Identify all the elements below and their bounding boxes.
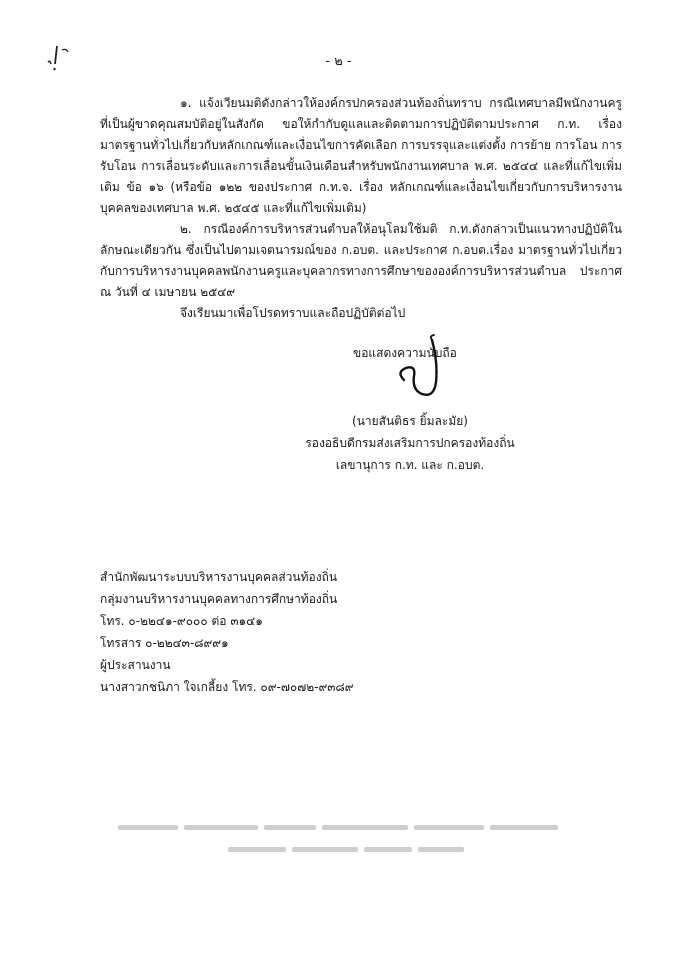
faded-watermark-line-2 xyxy=(0,843,677,857)
paragraph-2-number: ๒. xyxy=(180,222,192,236)
faded-watermark-line-1 xyxy=(0,821,677,835)
regards-line: ขอแสดงความนับถือ xyxy=(353,346,457,360)
footer-coordinator-label: ผู้ประสานงาน xyxy=(100,658,171,672)
footer-contact xyxy=(100,566,354,698)
signer-name: (นายสันติธร ยิ้มละมัย) xyxy=(352,414,468,428)
footer-group: กลุ่มงานบริหารงานบุคคลทางการศึกษาท้องถิ่น xyxy=(100,592,338,606)
closing-line: จึงเรียนมาเพื่อโปรดทราบและถือปฏิบัติต่อไป xyxy=(180,306,406,320)
page-number: - ๒ - xyxy=(325,54,352,69)
paragraph-1-number: ๑. xyxy=(180,96,192,110)
footer-phone: โทร. ๐-๒๒๔๑-๙๐๐๐ ต่อ ๓๑๔๑ xyxy=(100,614,263,628)
signer-role: เลขานุการ ก.ท. และ ก.อบต. xyxy=(335,458,485,472)
signer-title: รองอธิบดีกรมส่งเสริมการปกครองท้องถิ่น xyxy=(305,436,515,450)
paragraph-1-text: แจ้งเวียนมติดังกล่าวให้องค์กรปกครองส่วนท้องถิ่นทราบ กรณีเทศบาลมีพนักงานครูที่เป็นผู้ขาดคุณสมบัติอยู่ในสังกัด ขอให้กำกับดูแลและติดตามการปฏิบัติตามประกาศ ก.ท. เรื่อง มาตรฐานทั่วไปเกี่ยวกับหลักเกณฑ์และเงื่อนไขการคัดเลือก การบรรจุและแต่งตั้ง การย้าย การโอน การรับโอน การเลื่อนระดับและการเลื่อนขั้นเงินเดือนสำหรับพนักงานเทศบาล พ.ศ. ๒๕๔๔ และที่แก้ไขเพิ่มเติม ข้อ ๑๖ (หรือข้อ ๑๒๒ ของประกาศ ก.ท.จ. เรื่อง หลักเกณฑ์และเงื่อนไขเกี่ยวกับการบริหารงานบุคคลของเทศบาล พ.ศ. ๒๕๔๕ และที่แก้ไขเพิ่มเติม) xyxy=(100,96,622,215)
paragraph-2 xyxy=(100,219,622,303)
footer-fax: โทรสาร ๐-๒๒๔๓-๘๙๙๑ xyxy=(100,636,229,650)
paragraph-1 xyxy=(100,93,622,219)
paragraph-2-text: กรณีองค์การบริหารส่วนตำบลให้อนุโลมใช้มติ ก.ท.ดังกล่าวเป็นแนวทางปฏิบัติในลักษณะเดียวกัน ซึ่งเป็นไปตามเจตนารมณ์ของ ก.อบต. และประกาศ ก.อบต.เรื่อง มาตรฐานทั่วไปเกี่ยวกับการบริหารงานบุคคลพนักงานครูและบุคลากรทางการศึกษาขององค์การบริหารส่วนตำบล ประกาศ ณ วันที่ ๔ เมษายน ๒๕๔๙ xyxy=(100,222,622,299)
footer-coordinator: นางสาวกชนิภา ใจเกลี้ยง โทร. ๐๙-๗๐๗๒-๙๓๘๙ xyxy=(100,680,354,694)
signature xyxy=(382,332,462,404)
footer-office: สำนักพัฒนาระบบบริหารงานบุคคลส่วนท้องถิ่น xyxy=(100,570,338,584)
